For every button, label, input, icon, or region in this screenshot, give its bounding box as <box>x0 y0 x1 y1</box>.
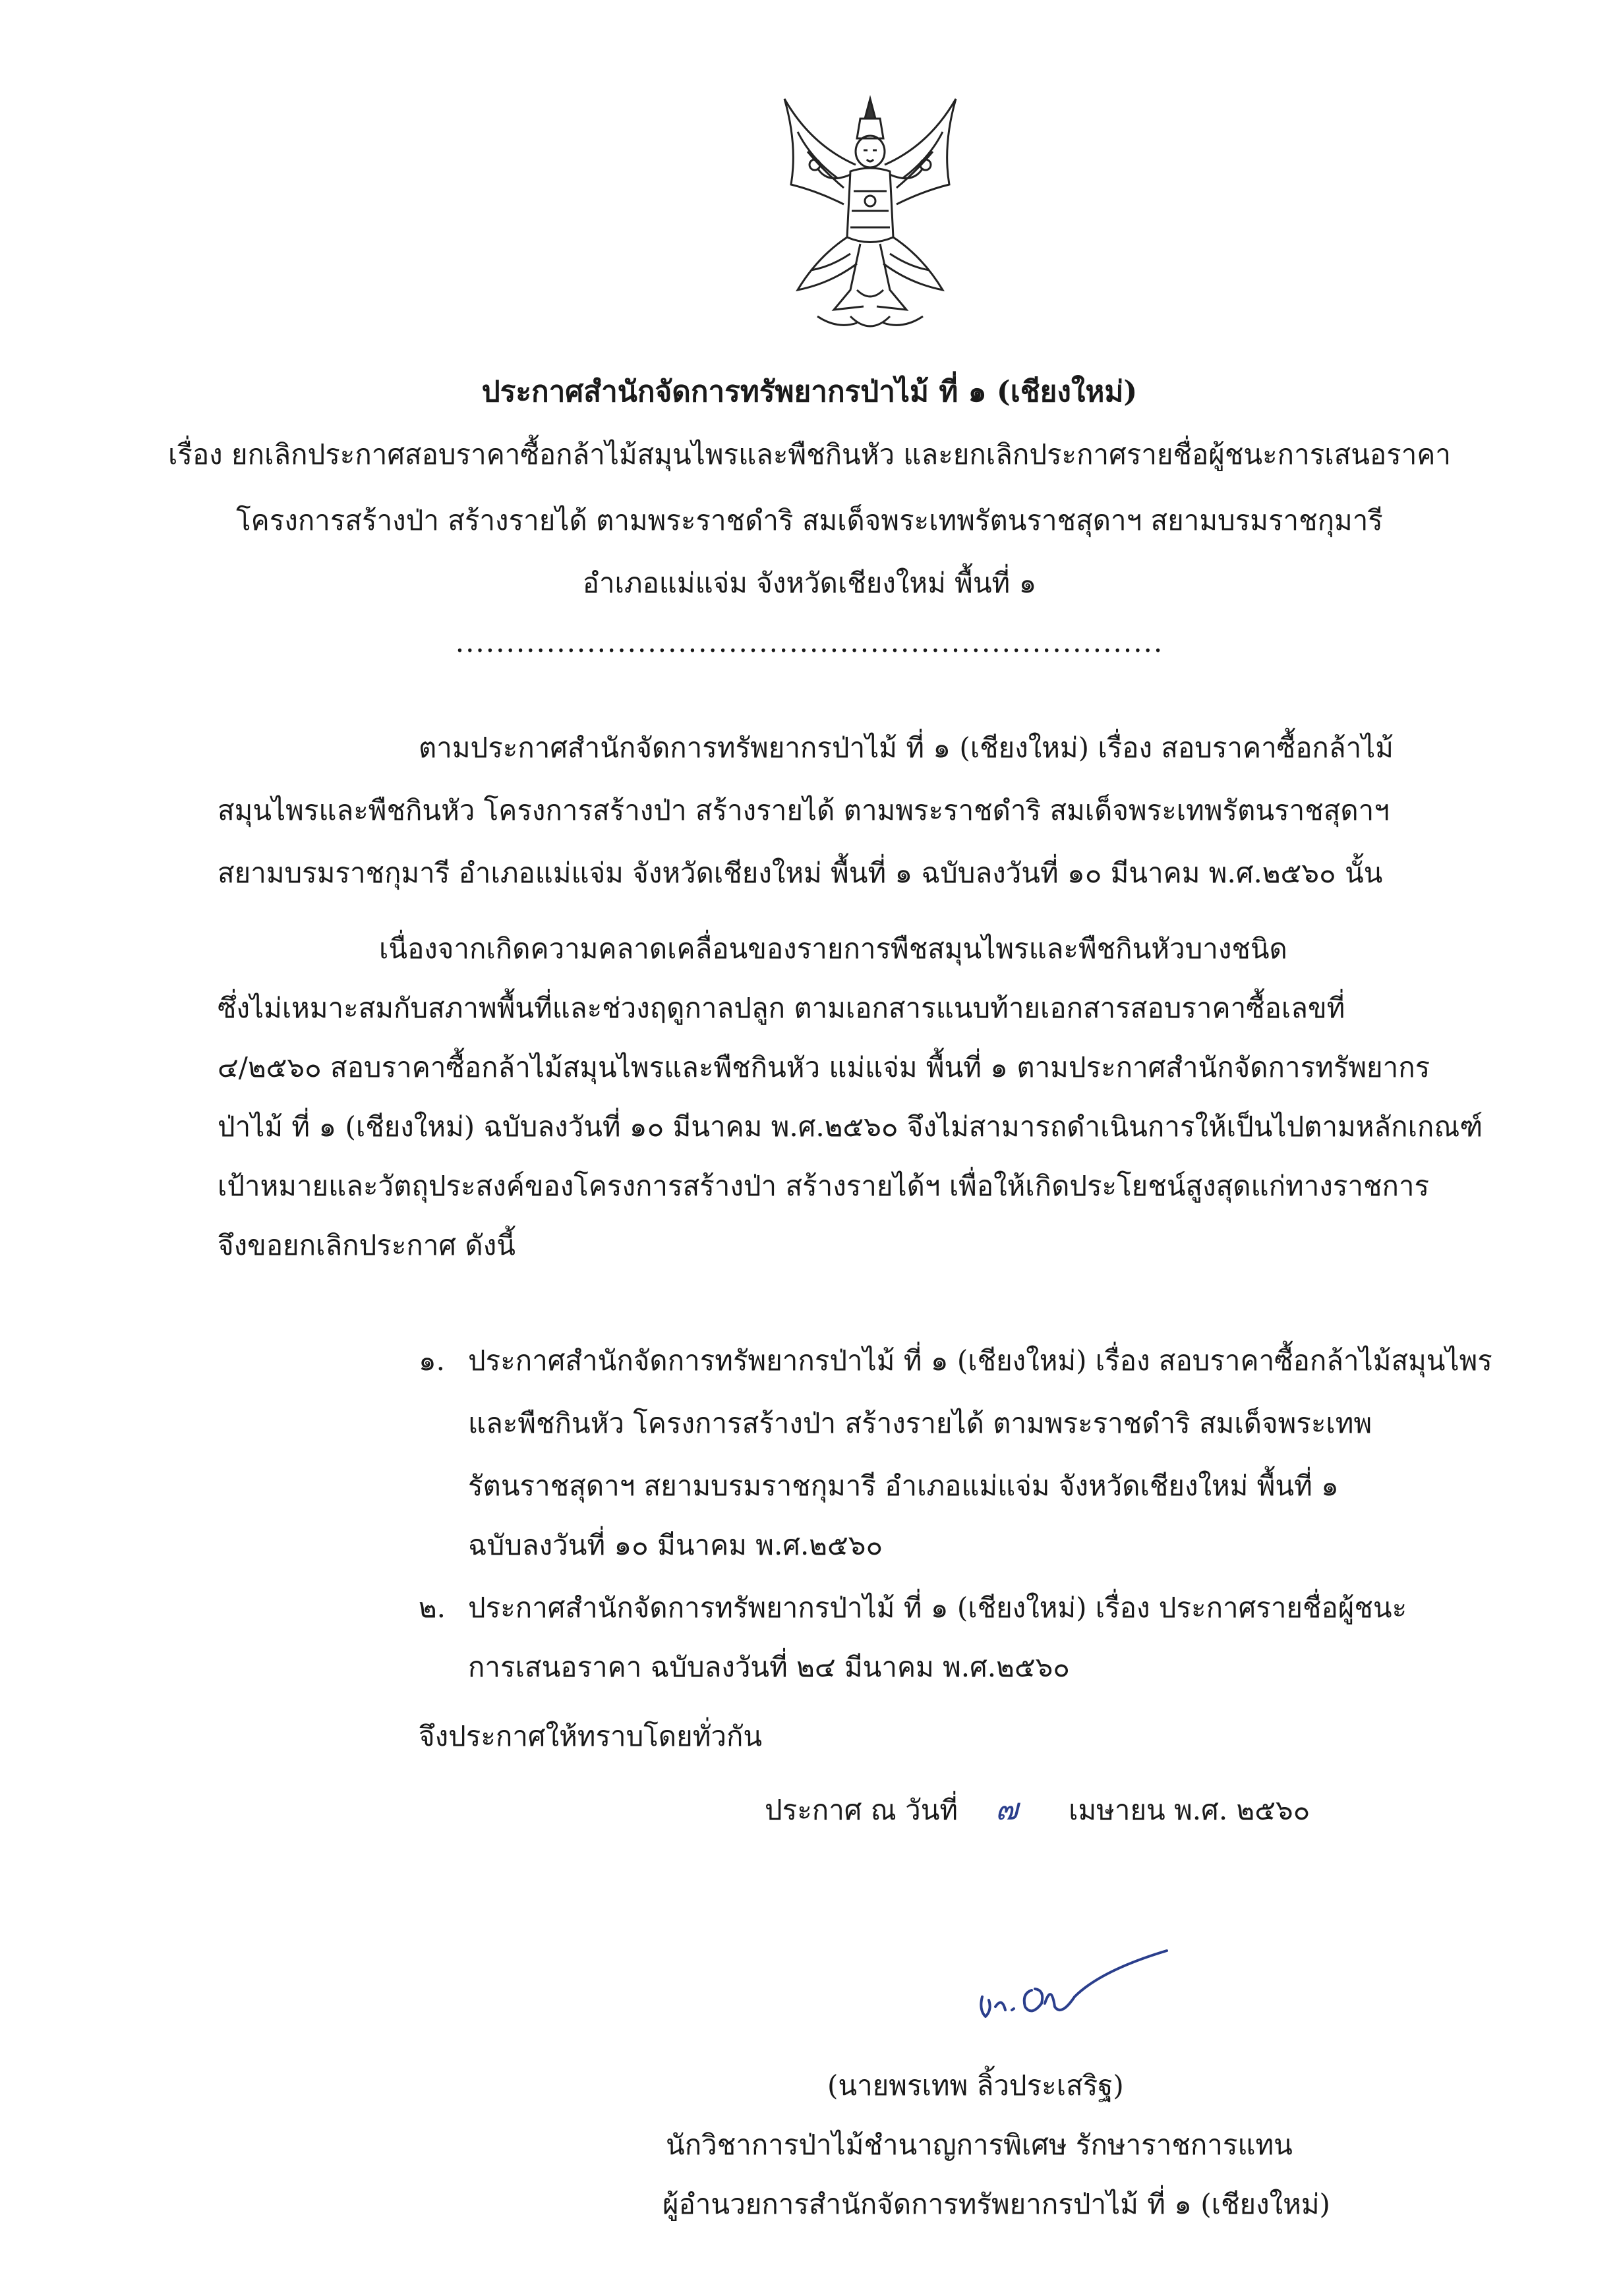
item-1-line-2: และพืชกินหัว โครงการสร้างป่า สร้างรายได้ ตามพระราชดำริ สมเด็จพระเทพ <box>468 1407 1372 1439</box>
date-prefix: ประกาศ ณ วันที่ <box>765 1794 958 1826</box>
announcement-title: ประกาศสำนักจัดการทรัพยากรป่าไม้ ที่ ๑ (เชียงใหม่) <box>481 375 1138 409</box>
signer-position-2: ผู้อำนวยการสำนักจัดการทรัพยากรป่าไม้ ที่ ๑ (เชียงใหม่) <box>662 2188 1330 2220</box>
date-day-handwritten: ๗ <box>995 1791 1018 1827</box>
paragraph-2-line-5: เป้าหมายและวัตถุประสงค์ของโครงการสร้างป่า สร้างรายได้ฯ เพื่อให้เกิดประโยชน์สูงสุดแก่ทางราชการ <box>218 1170 1430 1202</box>
subject-line-3: อำเภอแม่แจ่ม จังหวัดเชียงใหม่ พื้นที่ ๑ <box>582 567 1037 599</box>
handwritten-signature-icon <box>969 1944 1180 2036</box>
item-1-line-1: ประกาศสำนักจัดการทรัพยากรป่าไม้ ที่ ๑ (เชียงใหม่) เรื่อง สอบราคาซื้อกล้าไม้สมุนไพร <box>468 1344 1492 1377</box>
separator-dots: ...................................................................... <box>455 626 1164 658</box>
paragraph-2-line-3: ๔/๒๕๖๐ สอบราคาซื้อกล้าไม้สมุนไพรและพืชกินหัว แม่แจ่ม พื้นที่ ๑ ตามประกาศสำนักจัดการทรัพยากร <box>218 1051 1430 1083</box>
garuda-emblem-icon <box>771 92 969 343</box>
paragraph-2-line-4: ป่าไม้ ที่ ๑ (เชียงใหม่) ฉบับลงวันที่ ๑๐ มีนาคม พ.ศ.๒๕๖๐ จึงไม่สามารถดำเนินการให้เป็นไปตามหลักเกณฑ์ <box>218 1110 1483 1143</box>
item-2-line-2: การเสนอราคา ฉบับลงวันที่ ๒๔ มีนาคม พ.ศ.๒๕๖๐ <box>468 1651 1070 1683</box>
paragraph-1-line-2: สมุนไพรและพืชกินหัว โครงการสร้างป่า สร้างรายได้ ตามพระราชดำริ สมเด็จพระเทพรัตนราชสุดาฯ <box>218 794 1390 826</box>
paragraph-1-line-3: สยามบรมราชกุมารี อำเภอแม่แจ่ม จังหวัดเชียงใหม่ พื้นที่ ๑ ฉบับลงวันที่ ๑๐ มีนาคม พ.ศ.๒๕๖๐ นั้น <box>218 857 1383 889</box>
signer-name: (นายพรเทพ ลิ้วประเสริฐ) <box>827 2069 1124 2102</box>
item-1-number: ๑. <box>419 1344 446 1377</box>
signer-position-1: นักวิชาการป่าไม้ชำนาญการพิเศษ รักษาราชการแทน <box>666 2129 1293 2161</box>
date-month-year: เมษายน พ.ศ. ๒๕๖๐ <box>1069 1794 1310 1826</box>
subject-line-2: โครงการสร้างป่า สร้างรายได้ ตามพระราชดำริ สมเด็จพระเทพรัตนราชสุดาฯ สยามบรมราชกุมารี <box>236 504 1383 536</box>
item-2-number: ๒. <box>419 1592 446 1624</box>
item-1-line-4: ฉบับลงวันที่ ๑๐ มีนาคม พ.ศ.๒๕๖๐ <box>468 1529 883 1561</box>
announcement-date <box>765 1789 1310 1830</box>
item-2-line-1: ประกาศสำนักจัดการทรัพยากรป่าไม้ ที่ ๑ (เชียงใหม่) เรื่อง ประกาศรายชื่อผู้ชนะ <box>468 1592 1407 1624</box>
subject-line-1: เรื่อง ยกเลิกประกาศสอบราคาซื้อกล้าไม้สมุนไพรและพืชกินหัว และยกเลิกประกาศรายชื่อผู้ชนะการเสนอราคา <box>168 438 1451 471</box>
paragraph-2-line-6: จึงขอยกเลิกประกาศ ดังนี้ <box>218 1229 515 1261</box>
item-1-line-3: รัตนราชสุดาฯ สยามบรมราชกุมารี อำเภอแม่แจ่ม จังหวัดเชียงใหม่ พื้นที่ ๑ <box>468 1470 1339 1502</box>
closing-statement: จึงประกาศให้ทราบโดยทั่วกัน <box>419 1720 763 1752</box>
paragraph-2-line-2: ซึ่งไม่เหมาะสมกับสภาพพื้นที่และช่วงฤดูกาลปลูก ตามเอกสารแนบท้ายเอกสารสอบราคาซื้อเลขที่ <box>218 992 1345 1024</box>
paragraph-2-line-1: เนื่องจากเกิดความคลาดเคลื่อนของรายการพืชสมุนไพรและพืชกินหัวบางชนิด <box>379 933 1287 965</box>
paragraph-1-line-1: ตามประกาศสำนักจัดการทรัพยากรป่าไม้ ที่ ๑ (เชียงใหม่) เรื่อง สอบราคาซื้อกล้าไม้ <box>419 732 1394 764</box>
